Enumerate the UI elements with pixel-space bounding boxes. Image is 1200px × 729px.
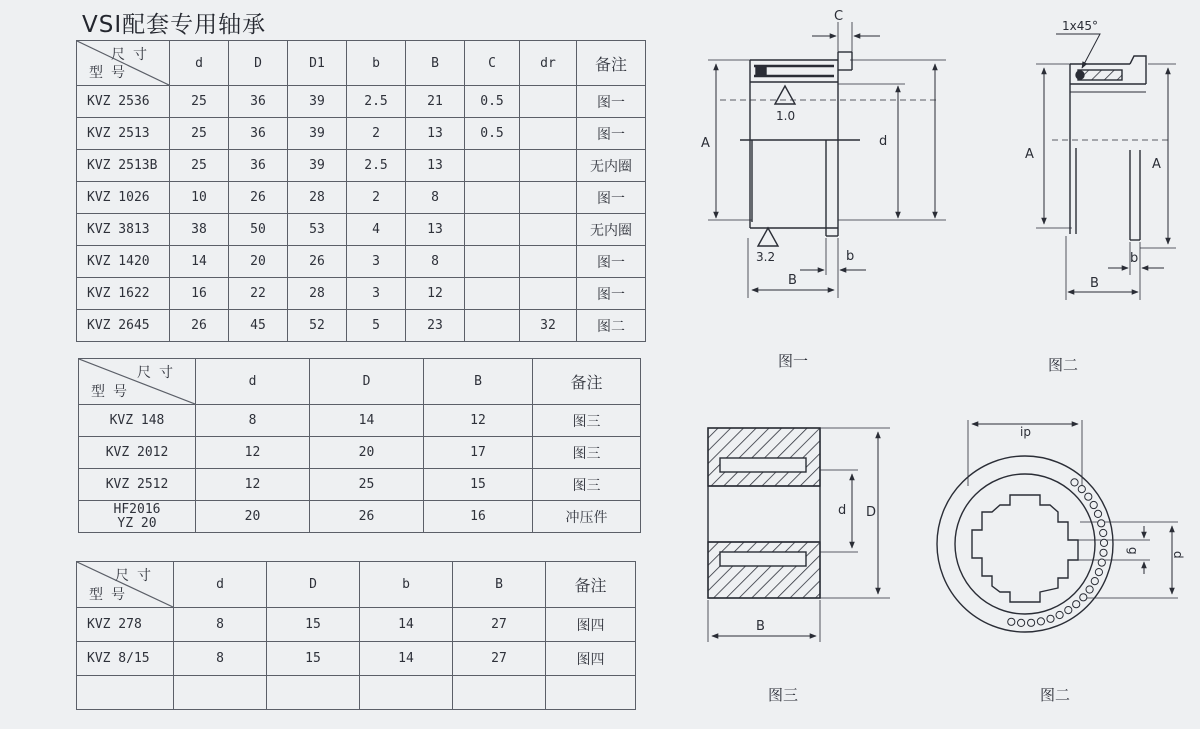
- table-row: [77, 150, 646, 182]
- corner-model-label: 型号: [91, 384, 135, 400]
- value-cell: 36: [229, 150, 288, 182]
- column-header: D: [229, 41, 288, 86]
- model-cell: KVZ 2512: [79, 469, 196, 501]
- note-cell: [546, 676, 636, 710]
- note-cell: 图一: [577, 118, 646, 150]
- roller-ball: [1065, 607, 1072, 614]
- value-cell: 26: [288, 246, 347, 278]
- table-row: [77, 182, 646, 214]
- value-cell: [465, 246, 520, 278]
- fig3-caption: 图三: [768, 686, 799, 704]
- column-header: 备注: [533, 359, 641, 405]
- value-cell: 8: [406, 246, 465, 278]
- table-row: [79, 469, 641, 501]
- corner-model-label: 型号: [89, 587, 133, 603]
- note-cell: 图二: [577, 310, 646, 342]
- note-cell: 图一: [577, 182, 646, 214]
- roller-ball: [1085, 493, 1092, 500]
- value-cell: 2: [347, 182, 406, 214]
- page-title: VSI配套专用轴承: [82, 12, 267, 38]
- value-cell: 13: [406, 118, 465, 150]
- column-header: d: [196, 359, 310, 405]
- roller-ball: [1037, 618, 1044, 625]
- value-cell: 20: [310, 437, 424, 469]
- value-cell: 3: [347, 278, 406, 310]
- column-header: D: [310, 359, 424, 405]
- value-cell: 21: [406, 86, 465, 118]
- corner-size-label: 尺寸: [111, 47, 155, 63]
- value-cell: 26: [170, 310, 229, 342]
- table-row: [77, 676, 636, 710]
- figure-1-drawing: [708, 22, 946, 298]
- corner-cell: [77, 41, 170, 86]
- value-cell: 25: [170, 118, 229, 150]
- table-header-row: [77, 562, 636, 608]
- figure-2-drawing: [1036, 34, 1176, 300]
- value-cell: [465, 182, 520, 214]
- value-cell: 16: [424, 501, 533, 533]
- value-cell: 14: [310, 405, 424, 437]
- value-cell: [520, 182, 577, 214]
- table-row: [77, 118, 646, 150]
- column-header: B: [406, 41, 465, 86]
- value-cell: 12: [406, 278, 465, 310]
- column-header: B: [453, 562, 546, 608]
- table-row: [79, 405, 641, 437]
- value-cell: [465, 150, 520, 182]
- column-header: d: [174, 562, 267, 608]
- model-cell: KVZ 148: [79, 405, 196, 437]
- model-line: HF2016: [113, 501, 161, 517]
- table-row: [77, 642, 636, 676]
- value-cell: 13: [406, 150, 465, 182]
- value-cell: 25: [310, 469, 424, 501]
- value-cell: 26: [229, 182, 288, 214]
- value-cell: 14: [170, 246, 229, 278]
- value-cell: 4: [347, 214, 406, 246]
- value-cell: [520, 150, 577, 182]
- spec-table-3: [76, 561, 636, 710]
- fig2-label-b: b: [1130, 251, 1139, 266]
- value-cell: 39: [288, 150, 347, 182]
- table-header-row: [79, 359, 641, 405]
- fig1-label-d: d: [879, 134, 888, 149]
- value-cell: 2.5: [347, 150, 406, 182]
- fig3-label-D: D: [866, 505, 877, 520]
- value-cell: [360, 676, 453, 710]
- value-cell: [465, 214, 520, 246]
- note-cell: 图三: [533, 437, 641, 469]
- value-cell: 27: [453, 642, 546, 676]
- value-cell: 17: [424, 437, 533, 469]
- value-cell: 2: [347, 118, 406, 150]
- value-cell: 8: [196, 405, 310, 437]
- roller-ball: [1073, 601, 1080, 608]
- roller-ball: [1008, 618, 1015, 625]
- roller-ball: [1098, 520, 1105, 527]
- table-row: [77, 278, 646, 310]
- corner-size-label: 尺寸: [137, 365, 181, 381]
- value-cell: 22: [229, 278, 288, 310]
- value-cell: 13: [406, 214, 465, 246]
- roller-ball: [1100, 529, 1107, 536]
- roller-ball: [1100, 539, 1107, 546]
- note-cell: 图三: [533, 469, 641, 501]
- value-cell: 28: [288, 278, 347, 310]
- fig1-label-A: A: [701, 136, 710, 151]
- column-header: C: [465, 41, 520, 86]
- model-line: YZ 20: [117, 515, 157, 531]
- value-cell: [520, 246, 577, 278]
- fig2-label-A-right: A: [1152, 157, 1161, 172]
- corner-model-label: 型号: [89, 65, 133, 81]
- column-header: B: [424, 359, 533, 405]
- fig1-roughness-2: 3.2: [756, 250, 776, 264]
- value-cell: 45: [229, 310, 288, 342]
- note-cell: 图一: [577, 278, 646, 310]
- note-cell: 图四: [546, 608, 636, 642]
- fig4-label-p: ip: [1020, 425, 1031, 439]
- note-cell: 图一: [577, 86, 646, 118]
- value-cell: 8: [174, 608, 267, 642]
- corner-cell: [77, 562, 174, 608]
- value-cell: 14: [360, 608, 453, 642]
- value-cell: 53: [288, 214, 347, 246]
- value-cell: [520, 214, 577, 246]
- column-header: d: [170, 41, 229, 86]
- fig4-label-d: d: [1171, 551, 1185, 559]
- value-cell: 38: [170, 214, 229, 246]
- model-cell: KVZ 3813: [77, 214, 170, 246]
- value-cell: 16: [170, 278, 229, 310]
- fig2-caption: 图二: [1048, 356, 1079, 374]
- roller-ball: [1091, 578, 1098, 585]
- fig1-caption: 图一: [778, 352, 809, 370]
- value-cell: [465, 278, 520, 310]
- column-header: D: [267, 562, 360, 608]
- column-header: b: [347, 41, 406, 86]
- note-cell: 无内圈: [577, 150, 646, 182]
- value-cell: 12: [424, 405, 533, 437]
- roller-ball: [1056, 611, 1063, 618]
- fig1-roughness-1: 1.0: [776, 109, 796, 123]
- note-cell: 无内圈: [577, 214, 646, 246]
- model-cell: KVZ 2513: [77, 118, 170, 150]
- spec-table-2: [78, 358, 641, 533]
- value-cell: 12: [196, 437, 310, 469]
- roller-ball: [1095, 569, 1102, 576]
- note-cell: 图四: [546, 642, 636, 676]
- roller-ball: [1028, 619, 1035, 626]
- value-cell: [174, 676, 267, 710]
- value-cell: 5: [347, 310, 406, 342]
- value-cell: 14: [360, 642, 453, 676]
- table-row: [79, 501, 641, 533]
- table-row: [77, 86, 646, 118]
- value-cell: 27: [453, 608, 546, 642]
- column-header: 备注: [577, 41, 646, 86]
- value-cell: 25: [170, 150, 229, 182]
- note-cell: 图三: [533, 405, 641, 437]
- model-cell: [79, 501, 196, 533]
- note-cell: 图一: [577, 246, 646, 278]
- fig1-label-B: B: [788, 273, 797, 288]
- roller-ball: [1080, 594, 1087, 601]
- model-cell: KVZ 1026: [77, 182, 170, 214]
- table-row: [77, 246, 646, 278]
- corner-size-label: 尺寸: [115, 568, 159, 584]
- roller-ball: [1086, 586, 1093, 593]
- column-header: b: [360, 562, 453, 608]
- value-cell: 26: [310, 501, 424, 533]
- value-cell: 15: [267, 608, 360, 642]
- value-cell: 36: [229, 118, 288, 150]
- value-cell: [453, 676, 546, 710]
- fig1-label-b: b: [846, 249, 855, 264]
- column-header: dr: [520, 41, 577, 86]
- table-row: [77, 214, 646, 246]
- value-cell: [520, 118, 577, 150]
- fig4-label-g: g: [1126, 547, 1140, 555]
- table-row: [77, 310, 646, 342]
- value-cell: 3: [347, 246, 406, 278]
- model-cell: KVZ 1622: [77, 278, 170, 310]
- roller-ball: [1047, 615, 1054, 622]
- value-cell: 12: [196, 469, 310, 501]
- value-cell: 39: [288, 86, 347, 118]
- fig2-chamfer-label: 1x45°: [1062, 19, 1099, 33]
- value-cell: 28: [288, 182, 347, 214]
- roller-ball: [1100, 549, 1107, 556]
- roller-ball: [1018, 619, 1025, 626]
- note-cell: 冲压件: [533, 501, 641, 533]
- value-cell: 15: [424, 469, 533, 501]
- value-cell: 8: [174, 642, 267, 676]
- roller-ball: [1078, 486, 1085, 493]
- fig3-label-B: B: [756, 619, 765, 634]
- value-cell: 2.5: [347, 86, 406, 118]
- value-cell: 10: [170, 182, 229, 214]
- table-header-row: [77, 41, 646, 86]
- spec-table-1: [76, 40, 646, 342]
- model-cell: KVZ 278: [77, 608, 174, 642]
- roller-ball: [1098, 559, 1105, 566]
- value-cell: [520, 86, 577, 118]
- fig1-label-C: C: [834, 9, 844, 24]
- roller-ball: [1090, 501, 1097, 508]
- corner-cell: [79, 359, 196, 405]
- table-row: [77, 608, 636, 642]
- value-cell: [465, 310, 520, 342]
- value-cell: 8: [406, 182, 465, 214]
- value-cell: 50: [229, 214, 288, 246]
- value-cell: 20: [196, 501, 310, 533]
- figure-4-rollers: [1008, 479, 1108, 627]
- fig2-label-A-left: A: [1025, 147, 1034, 162]
- model-cell: KVZ 1420: [77, 246, 170, 278]
- column-header: 备注: [546, 562, 636, 608]
- table-row: [79, 437, 641, 469]
- value-cell: 0.5: [465, 118, 520, 150]
- value-cell: 25: [170, 86, 229, 118]
- value-cell: 23: [406, 310, 465, 342]
- value-cell: 52: [288, 310, 347, 342]
- value-cell: [520, 278, 577, 310]
- figure-4-drawing: [937, 420, 1178, 632]
- roller-ball: [1094, 510, 1101, 517]
- column-header: D1: [288, 41, 347, 86]
- model-cell: KVZ 2012: [79, 437, 196, 469]
- value-cell: [267, 676, 360, 710]
- fig4-caption: 图二: [1040, 686, 1071, 704]
- fig3-label-d: d: [838, 503, 847, 518]
- value-cell: 20: [229, 246, 288, 278]
- model-cell: KVZ 8/15: [77, 642, 174, 676]
- value-cell: 36: [229, 86, 288, 118]
- model-cell: KVZ 2536: [77, 86, 170, 118]
- model-cell: [77, 676, 174, 710]
- figure-3-drawing: [708, 428, 890, 642]
- roller-ball: [1071, 479, 1078, 486]
- model-cell: KVZ 2645: [77, 310, 170, 342]
- value-cell: 39: [288, 118, 347, 150]
- value-cell: 0.5: [465, 86, 520, 118]
- model-cell: KVZ 2513B: [77, 150, 170, 182]
- fig2-label-B: B: [1090, 276, 1099, 291]
- value-cell: 32: [520, 310, 577, 342]
- value-cell: 15: [267, 642, 360, 676]
